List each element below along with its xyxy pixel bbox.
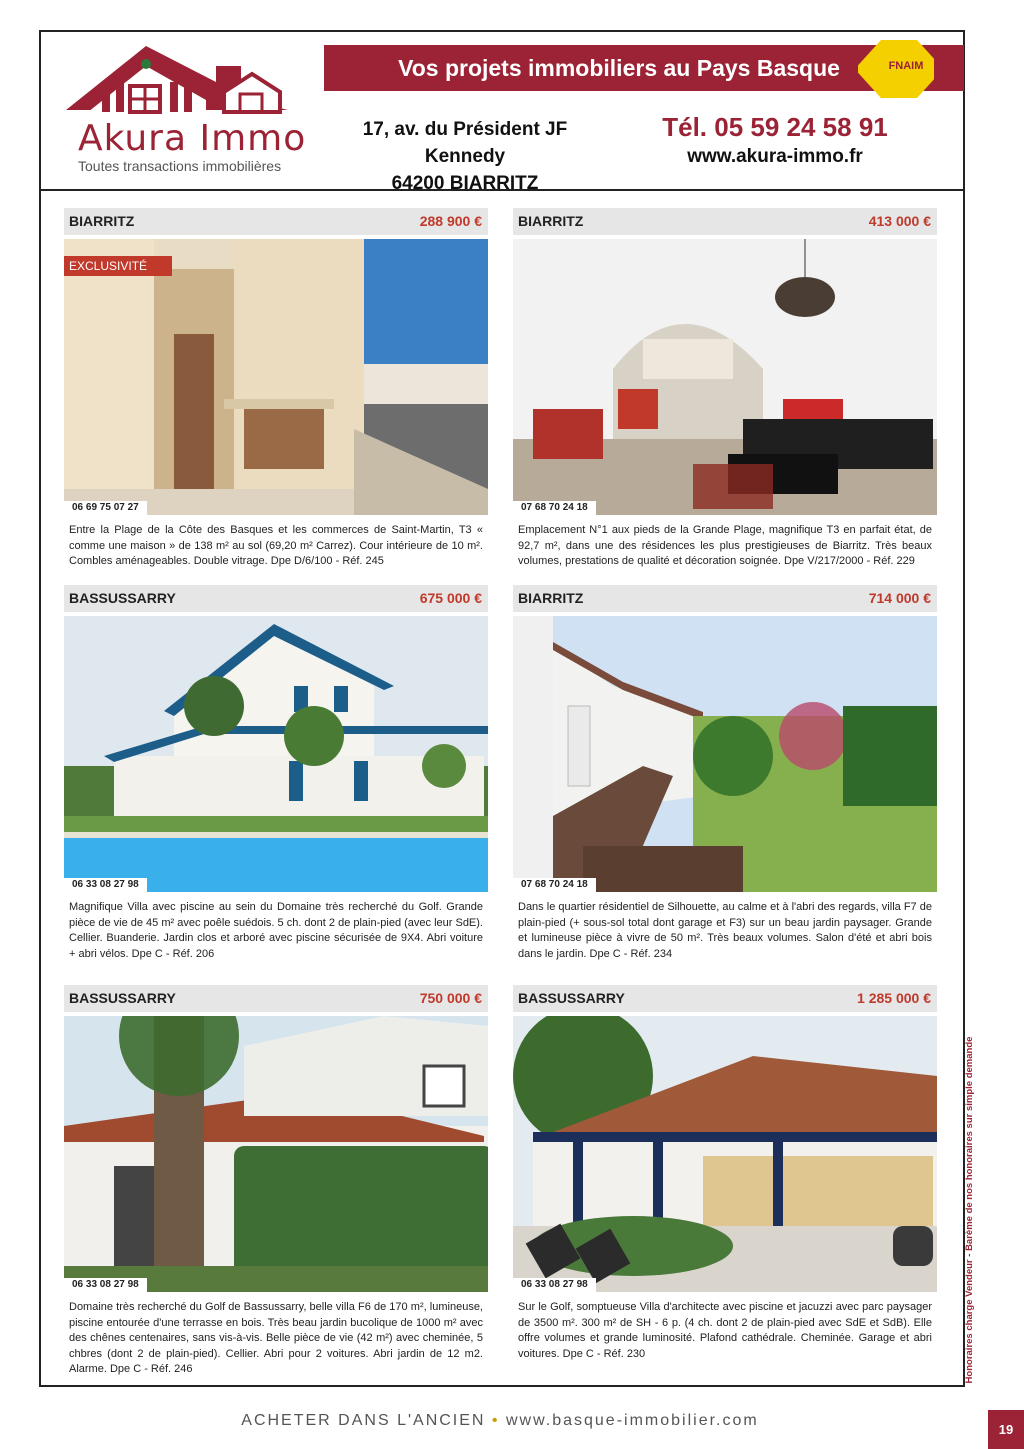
listing-description: Domaine très recherché du Golf de Bassussarry, belle villa F6 de 170 m², lumineuse, piscine entourée d'une terrasse en bois. Très beau jardin bucolique de 1000 m² avec des chênes centenaires, sans vis-à-vis. Belle pièce de vie (42 m²) avec cheminée, 5 chbres (dont 2 de plain-pied). Cellier. Abri pour 2 voitures. Abri jardin de 12 m2. Alarme. Dpe C - Réf. 246 <box>69 1301 483 1375</box>
listing-card[interactable] <box>64 985 488 1378</box>
listing-city: BASSUSSARRY <box>69 590 176 606</box>
photo-garden-deck <box>513 616 937 892</box>
photo-apartment-courtyard <box>64 239 488 515</box>
listing-photo[interactable] <box>513 616 937 892</box>
listing-contact-phone[interactable]: 06 33 08 27 98 <box>64 1278 147 1292</box>
photo-villa-pool <box>64 616 488 892</box>
listing-description: Entre la Plage de la Côte des Basques et les commerces de Saint-Martin, T3 « comme une maison » de 138 m² au sol (69,20 m² Carrez). Cour intérieure de 10 m². Combles aménageables. Double vitrage. Dpe D/6/100 - Réf. 245 <box>69 524 483 567</box>
agency-website-link[interactable]: www.akura-immo.fr <box>687 146 863 167</box>
listing-card[interactable] <box>64 208 488 570</box>
fee-side-note-text: Honoraires charge Vendeur - Barème de nos honoraires sur simple demande <box>964 1036 975 1384</box>
listing-description: Sur le Golf, somptueuse Villa d'architecte avec piscine et jacuzzi avec parc paysager de 3500 m². 300 m² de SH - 6 p. (4 ch. dont 2 de plain-pied avec SdE et SdB). Elle offre volumes et grande luminosité. Plafond cathédrale. Cheminée. Garage et abri voitures. Dpe C - Réf. 230 <box>518 1301 932 1360</box>
slogan-text: Vos projets immobiliers au Pays Basque <box>398 55 840 81</box>
footer-bullet: • <box>491 1412 500 1429</box>
address-line2: 64200 BIARRITZ <box>391 173 539 194</box>
fnaim-badge-label: FNAIM <box>888 60 924 72</box>
listing-header <box>64 208 488 235</box>
listing-price: 750 000 € <box>419 990 482 1006</box>
photo-villa-oak-tree <box>64 1016 488 1292</box>
listing-photo[interactable] <box>64 616 488 892</box>
page-number: 19 <box>988 1410 1024 1449</box>
photo-villa-terrace <box>513 1016 937 1292</box>
listing-contact-phone[interactable]: 06 69 75 07 27 <box>64 501 147 515</box>
listing-city: BASSUSSARRY <box>69 990 176 1006</box>
listing-card[interactable] <box>513 208 937 570</box>
listing-city: BIARRITZ <box>69 213 135 229</box>
listing-card[interactable] <box>64 585 488 962</box>
listing-city: BIARRITZ <box>518 213 584 229</box>
listing-header <box>64 985 488 1012</box>
listing-header <box>513 985 937 1012</box>
listing-contact-phone[interactable]: 06 33 08 27 98 <box>513 1278 596 1292</box>
listing-photo[interactable] <box>64 239 488 515</box>
listing-description: Dans le quartier résidentiel de Silhouette, au calme et à l'abri des regards, villa F7 de plain-pied (+ sous-sol total dont garage et F3) sur un beau jardin paysager. Grande et lumineuse pièce à vivre de 50 m². Très beaux volumes. Salon d'été et abri bois dans le jardin. Dpe C - Réf. 234 <box>518 901 932 960</box>
listing-price: 714 000 € <box>868 590 931 606</box>
listing-contact-phone[interactable]: 07 68 70 24 18 <box>513 501 596 515</box>
listing-header <box>513 208 937 235</box>
listing-price: 288 900 € <box>419 213 482 229</box>
listing-city: BASSUSSARRY <box>518 990 625 1006</box>
page-footer <box>0 1412 1000 1430</box>
listing-description: Magnifique Villa avec piscine au sein du Domaine très recherché du Golf. Grande pièce de vie de 45 m² avec poêle suédois. 5 ch. dont 2 de plain-pied (avec leur SdE). Cellier. Buanderie. Jardin clos et arboré avec piscine sécurisée de 9X4. Abri voiture + abri vélos. Dpe C - Réf. 206 <box>69 901 483 960</box>
listing-price: 413 000 € <box>868 213 931 229</box>
listing-contact-phone[interactable]: 07 68 70 24 18 <box>513 878 596 892</box>
listing-card[interactable] <box>513 985 937 1362</box>
footer-website-link[interactable]: www.basque-immobilier.com <box>505 1412 759 1429</box>
listing-photo[interactable] <box>64 1016 488 1292</box>
listing-header <box>513 585 937 612</box>
logo-name: Akura Immo <box>78 118 307 159</box>
listing-photo[interactable] <box>513 239 937 515</box>
listing-header <box>64 585 488 612</box>
listing-city: BIARRITZ <box>518 590 584 606</box>
agency-phone[interactable]: Tél. 05 59 24 58 91 <box>662 112 888 142</box>
fee-side-note <box>964 1030 988 1390</box>
logo-tagline: Toutes transactions immobilières <box>78 158 282 174</box>
agency-address <box>320 116 610 197</box>
listing-price: 675 000 € <box>419 590 482 606</box>
footer-section-title: ACHETER DANS L'ANCIEN <box>241 1412 486 1429</box>
listing-price: 1 285 000 € <box>857 990 931 1006</box>
photo-living-room <box>513 239 937 515</box>
listing-description: Emplacement N°1 aux pieds de la Grande Plage, magnifique T3 en parfait état, de 92,7 m², dans une des résidences les plus prestigieuses de Biarritz. Très beaux volumes, prestations de qualité et décoration soignée. Dpe V/217/2000 - Réf. 229 <box>518 524 932 567</box>
listing-photo[interactable] <box>513 1016 937 1292</box>
address-line1: 17, av. du Président JF Kennedy <box>362 119 568 167</box>
listing-card[interactable] <box>513 585 937 962</box>
exclusive-tag: EXCLUSIVITÉ <box>64 256 172 276</box>
listing-contact-phone[interactable]: 06 33 08 27 98 <box>64 878 147 892</box>
